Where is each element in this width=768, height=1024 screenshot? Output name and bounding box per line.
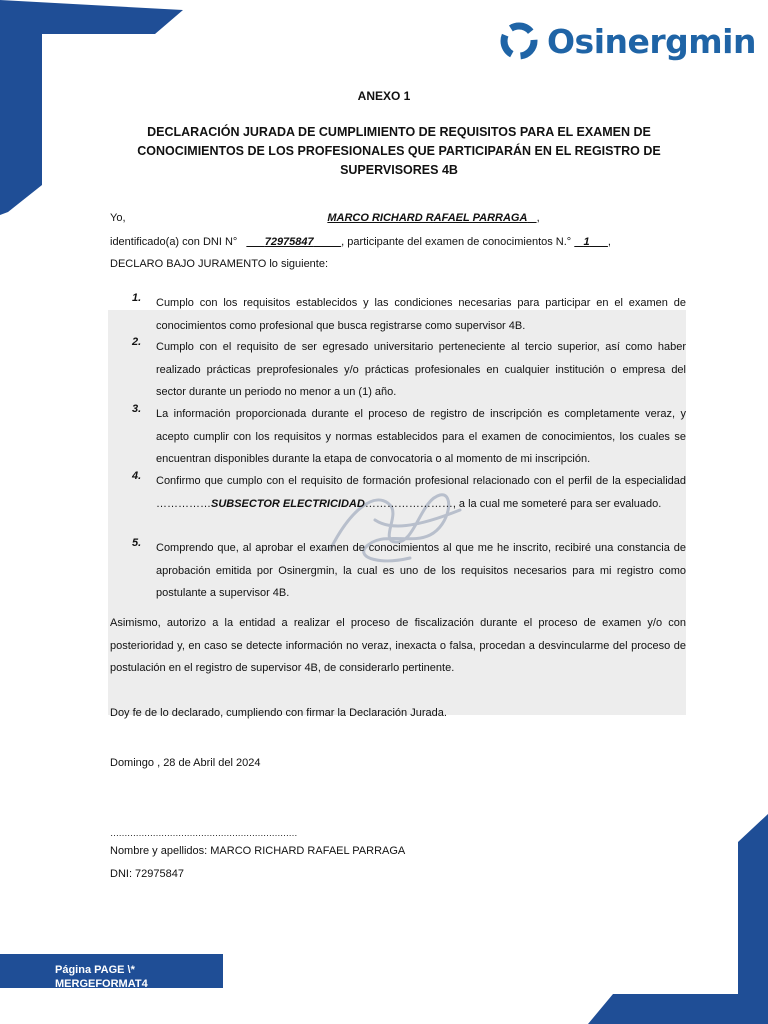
declaration-date: Domingo , 28 de Abril del 2024 xyxy=(110,757,261,769)
list-item: 2. Cumplo con el requisito de ser egresado universitario perteneciente al tercio superior, así como haber realizado prácticas preprofesionales y/o prácticas profesionales en cualquier institución o empresa del sector durante un periodo no menor a un (1) año. xyxy=(132,336,686,398)
list-item: 4. Confirmo que cumplo con el requisito de formación profesional relacionado con el perfil de la especialidad ……………SUBSECTOR ELECTRICIDAD……………………, a la cual me someteré para ser evaluado. xyxy=(132,470,686,510)
exam-label: participante del examen de conocimientos N.° xyxy=(347,236,572,248)
declarant-name: MARCO RICHARD RAFAEL PARRAGA xyxy=(327,212,528,224)
osinergmin-logo xyxy=(497,20,756,62)
declaro-line: DECLARO BAJO JURAMENTO lo siguiente: xyxy=(110,258,329,270)
signer-name: Nombre y apellidos: MARCO RICHARD RAFAEL PARRAGA xyxy=(110,845,406,857)
dni-line: identificado(a) con DNI N° 72975847 , participante del examen de conocimientos N.° 1 , xyxy=(110,236,611,248)
declarant-name-field xyxy=(137,212,537,224)
exam-number: 1 xyxy=(583,236,590,248)
annex-title: ANEXO 1 xyxy=(357,89,411,103)
top-left-corner-decoration xyxy=(0,0,190,215)
list-item: 1. Cumplo con los requisitos establecidos y las condiciones necesarias para participar en el examen de conocimientos como profesional que busca registrarse como supervisor 4B. xyxy=(132,292,686,332)
specialty-value: SUBSECTOR ELECTRICIDAD xyxy=(211,497,365,510)
yo-label: Yo, xyxy=(110,212,126,224)
list-item: 3. La información proporcionada durante el proceso de registro de inscripción es completamente veraz, y acepto cumplir con los requisitos y normas establecidos para el examen de conocimientos, los cuales se encuentran disponibles durante la etapa de convocatoria o al momento de mi inscripción. xyxy=(132,403,686,465)
signer-dni: DNI: 72975847 xyxy=(110,868,184,880)
document-title: DECLARACIÓN JURADA DE CUMPLIMIENTO DE REQUISITOS PARA EL EXAMEN DE CONOCIMIENTOS DE LOS PROFESIONALES QUE PARTICIPARÁN EN EL REGISTRO DE SUPERVISORES 4B xyxy=(137,125,661,177)
authorization-paragraph: Asimismo, autorizo a la entidad a realizar el proceso de fiscalización durante el proceso de examen y/o con posterioridad y, en caso se detecte información no veraz, inexacta o falsa, procedan a desvincularme del proceso de postulación en el registro de supervisor 4B, de considerarlo pertinente. xyxy=(110,617,686,674)
logo-swirl-icon xyxy=(497,20,541,62)
dni-label: identificado(a) con DNI N° xyxy=(110,236,238,248)
logo-wordmark: Osinergmin xyxy=(547,21,756,61)
closing-statement: Doy fe de lo declarado, cumpliendo con firmar la Declaración Jurada. xyxy=(110,707,447,719)
signature-line: ………………………………………………………… xyxy=(110,828,297,838)
page-number-footer: Página PAGE \* MERGEFORMAT4 xyxy=(0,954,223,988)
declarant-line: Yo, MARCO RICHARD RAFAEL PARRAGA , xyxy=(110,212,540,224)
list-item: 5. Comprendo que, al aprobar el examen de conocimientos al que me he inscrito, recibiré una constancia de aprobación emitida por Osinergmin, la cual es uno de los requisitos necesarios para mi registro como postulante a supervisor 4B. xyxy=(132,537,686,599)
dni-value: 72975847 xyxy=(264,236,314,248)
